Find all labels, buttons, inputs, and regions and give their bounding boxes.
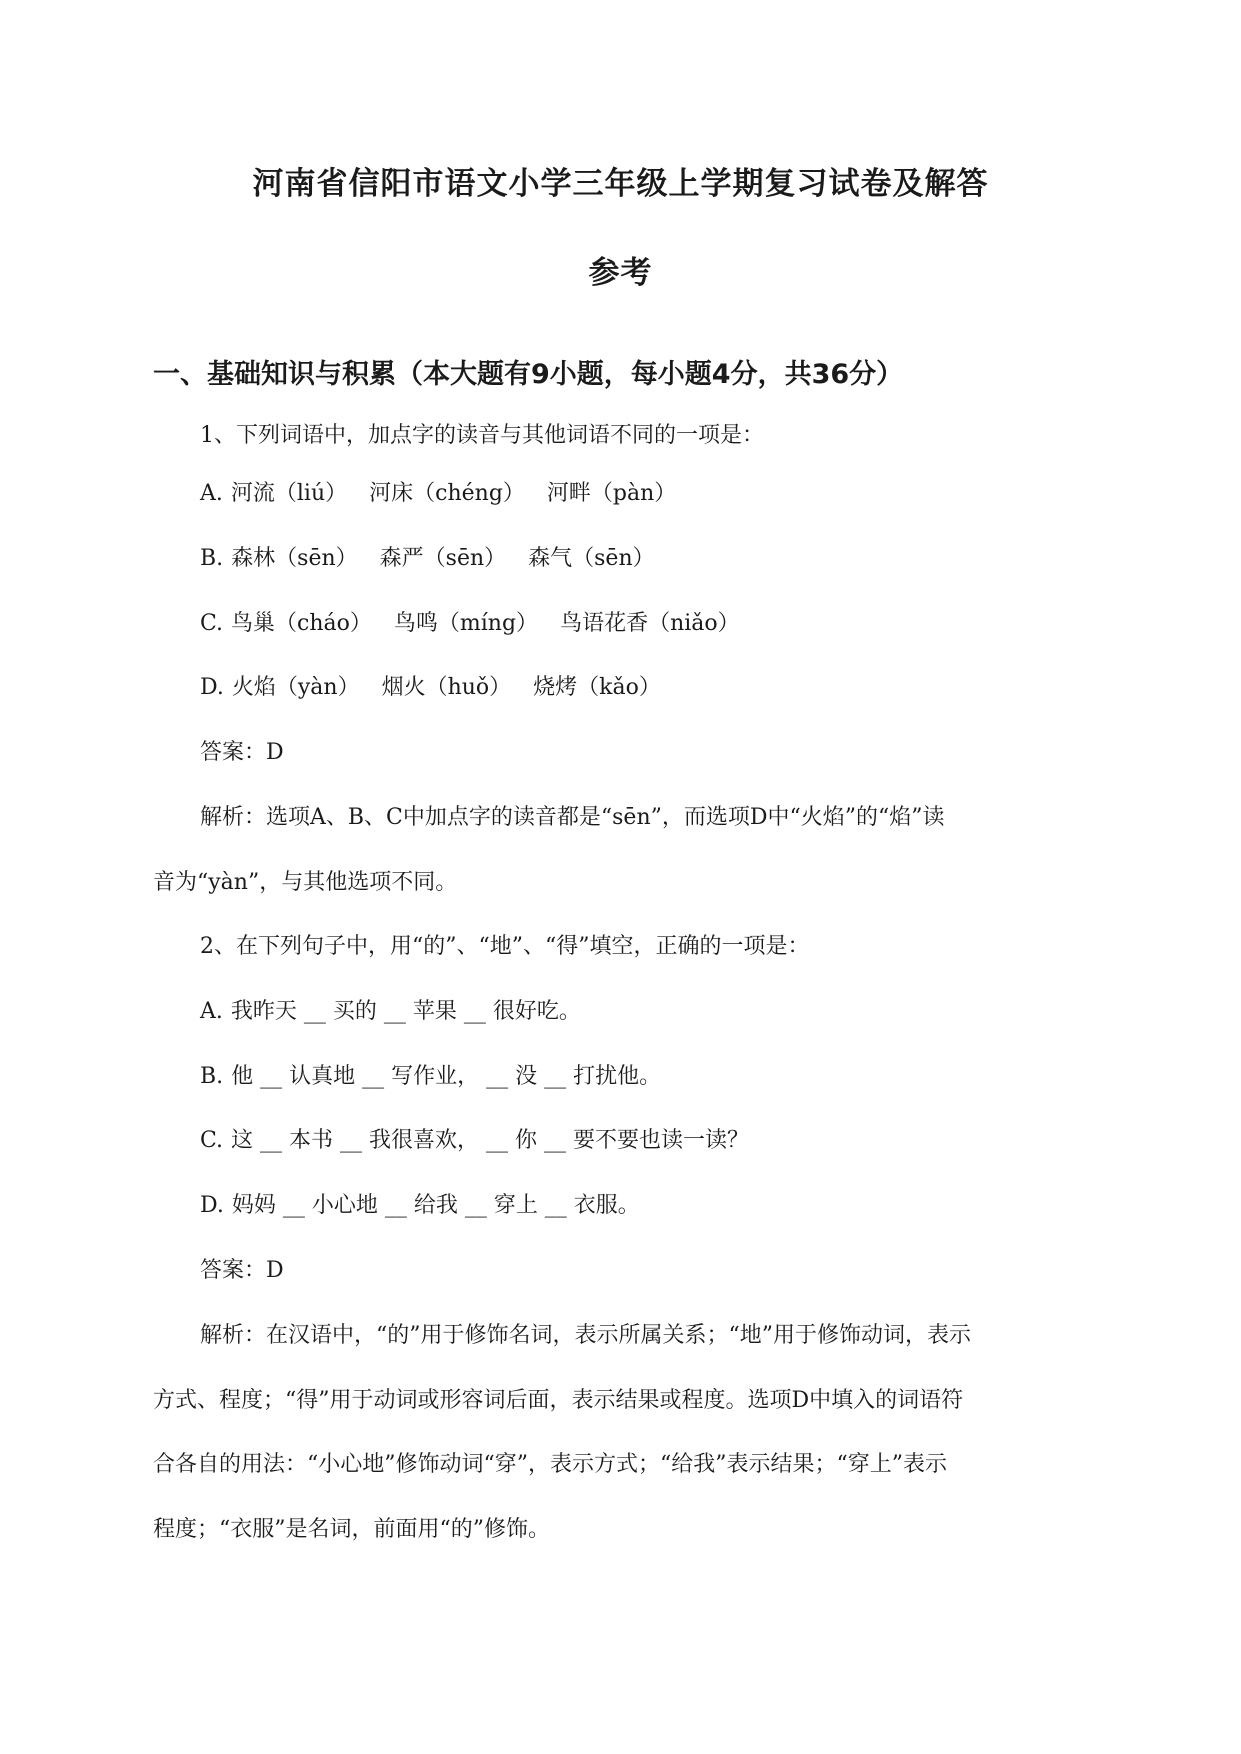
q1-option-a <box>200 476 698 507</box>
q2-option-a-letter: A. <box>200 999 223 1024</box>
q2-analysis-line-2: 方式、程度；“得”用于动词或形容词后面，表示结果或程度。选项D中填入的词语符 <box>153 1388 964 1413</box>
document-title-line-1: 河南省信阳市语文小学三年级上学期复习试卷及解答 <box>252 166 989 202</box>
q1-option-b <box>200 541 677 572</box>
q1-option-c-word-1: 鸟巢（cháo） <box>231 611 372 636</box>
q2-option-a <box>200 994 581 1025</box>
q1-option-d-word-1: 火焰（yàn） <box>231 675 360 700</box>
q1-analysis-line-2: 音为“yàn”，与其他选项不同。 <box>153 870 458 895</box>
q2-analysis-line-3: 合各自的用法：“小心地”修饰动词“穿”，表示方式；“给我”表示结果；“穿上”表示 <box>153 1452 947 1477</box>
q1-analysis-line-1: 解析：选项A、B、C中加点字的读音都是“sēn”，而选项D中“火焰”的“焰”读 <box>200 805 945 830</box>
q1-option-d-word-2: 烟火（huǒ） <box>381 675 512 700</box>
q1-option-d-word-3: 烧烤（kǎo） <box>533 675 661 700</box>
section-heading: 一、基础知识与积累（本大题有9小题，每小题4分，共36分） <box>153 359 904 390</box>
q1-option-a-word-1: 河流（liú） <box>230 481 348 506</box>
q1-option-c-word-3: 鸟语花香（niǎo） <box>560 611 740 636</box>
q1-option-a-letter: A. <box>200 481 223 506</box>
q2-option-b-letter: B. <box>200 1064 224 1089</box>
q1-answer: 答案：D <box>200 740 284 765</box>
q1-option-c-word-2: 鸟鸣（míng） <box>393 611 539 636</box>
q2-option-d-letter: D. <box>200 1193 224 1218</box>
q1-option-d-letter: D. <box>200 675 224 700</box>
q1-option-d <box>200 670 683 701</box>
q1-option-a-word-3: 河畔（pàn） <box>546 481 677 506</box>
q2-option-d-text: 妈妈 __ 小心地 __ 给我 __ 穿上 __ 衣服。 <box>231 1193 640 1218</box>
q1-option-a-word-2: 河床（chéng） <box>369 481 525 506</box>
q1-option-b-letter: B. <box>200 546 224 571</box>
q1-option-c <box>200 606 762 637</box>
q1-stem: 1、下列词语中，加点字的读音与其他词语不同的一项是： <box>200 423 764 448</box>
q2-option-a-text: 我昨天 __ 买的 __ 苹果 __ 很好吃。 <box>230 999 581 1024</box>
q1-option-c-letter: C. <box>200 611 224 636</box>
document-title-line-2: 参考 <box>588 255 653 291</box>
q1-option-b-word-3: 森气（sēn） <box>528 546 655 571</box>
q2-analysis-line-4: 程度；“衣服”是名词，前面用“的”修饰。 <box>153 1517 550 1542</box>
q2-option-b-text: 他 __ 认真地 __ 写作业， __ 没 __ 打扰他。 <box>231 1064 662 1089</box>
q1-option-b-word-2: 森严（sēn） <box>379 546 507 571</box>
q1-option-b-word-1: 森林（sēn） <box>231 546 358 571</box>
q2-option-c-letter: C. <box>200 1128 224 1153</box>
q2-analysis-line-1: 解析：在汉语中，“的”用于修饰名词，表示所属关系；“地”用于修饰动词，表示 <box>200 1323 971 1348</box>
q2-answer: 答案：D <box>200 1258 284 1283</box>
q2-option-c-text: 这 __ 本书 __ 我很喜欢， __ 你 __ 要不要也读一读？ <box>231 1128 749 1153</box>
q2-option-d <box>200 1188 640 1219</box>
q2-option-b <box>200 1059 661 1090</box>
q2-option-c <box>200 1123 749 1154</box>
q2-stem: 2、在下列句子中，用“的”、“地”、“得”填空，正确的一项是： <box>200 934 810 959</box>
